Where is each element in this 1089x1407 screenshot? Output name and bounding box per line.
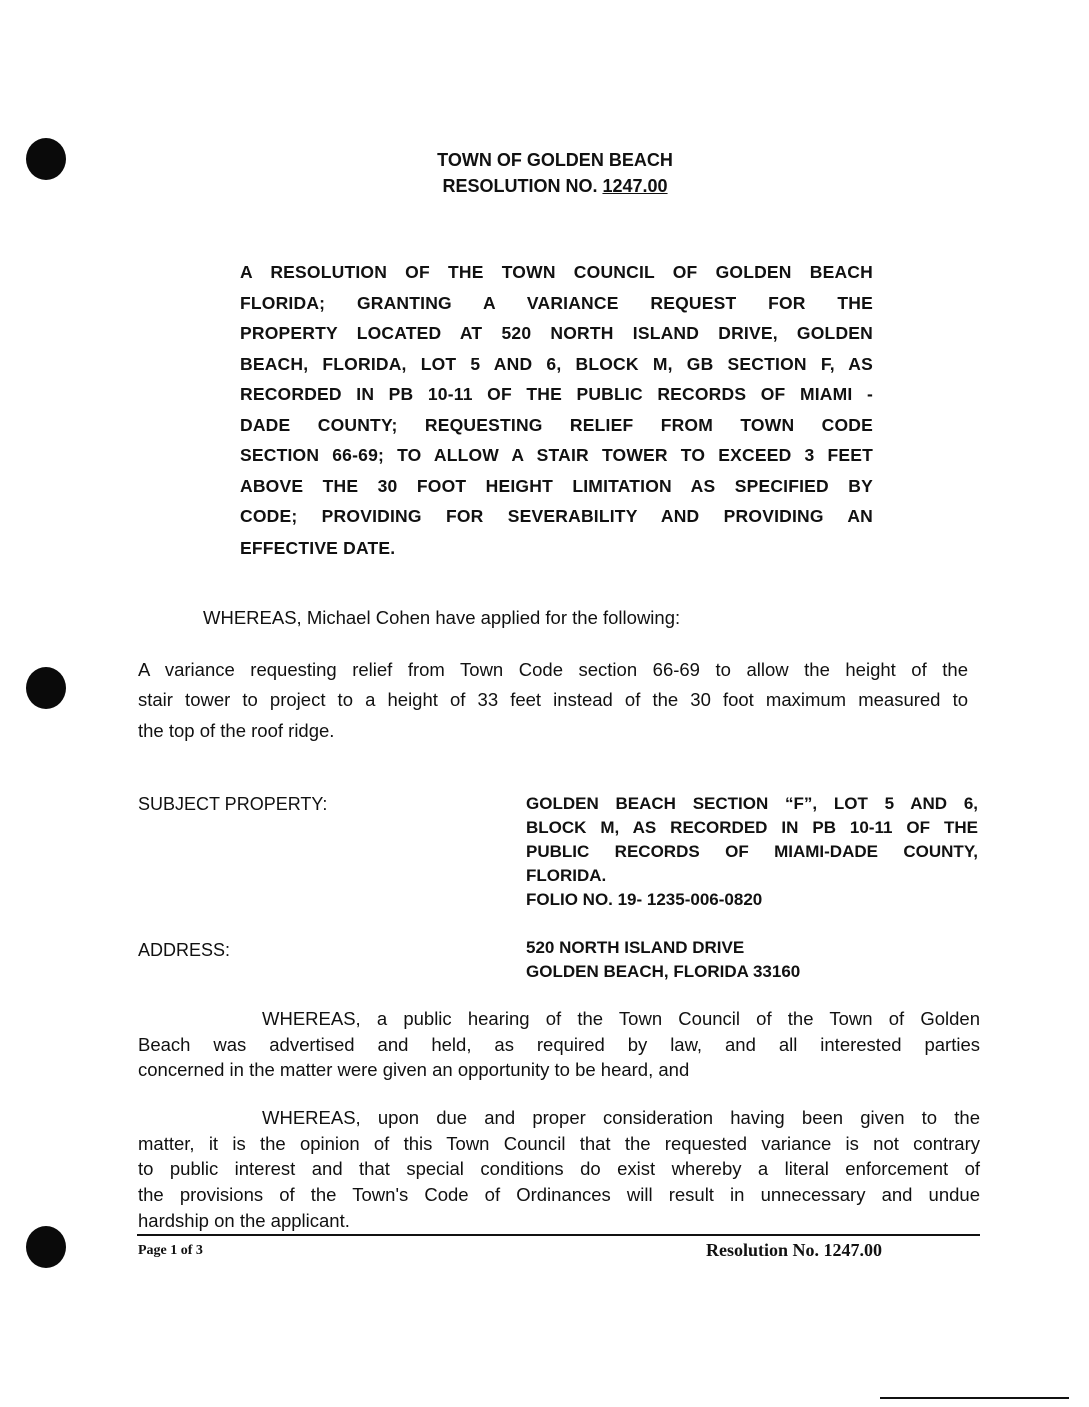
whereas-consideration-line: the provisions of the Town's Code of Ordinances will result in unnecessary and undue: [138, 1184, 980, 1205]
subject-property-line: FLORIDA.: [526, 866, 607, 885]
punch-hole-middle: [26, 667, 66, 709]
page-number: Page 1 of 3: [138, 1243, 203, 1258]
resolution-prefix: RESOLUTION NO.: [442, 176, 603, 196]
whereas-consideration-line: hardship on the applicant.: [138, 1210, 350, 1231]
resolution-number: 1247.00: [602, 176, 668, 196]
whereas-applicant: WHEREAS, Michael Cohen have applied for the following:: [203, 607, 681, 628]
punch-hole-bottom: [26, 1226, 66, 1268]
footer-resolution-number: Resolution No. 1247.00: [706, 1240, 883, 1260]
address-line: GOLDEN BEACH, FLORIDA 33160: [526, 962, 801, 981]
whereas-hearing-line: WHEREAS, a public hearing of the Town Council of the Town of Golden: [262, 1008, 980, 1029]
address-line: 520 NORTH ISLAND DRIVE: [526, 938, 745, 957]
folio-number: FOLIO NO. 19- 1235-006-0820: [526, 890, 763, 909]
subject-property-label: SUBJECT PROPERTY:: [138, 794, 328, 814]
resolution-title-line: PROPERTY LOCATED AT 520 NORTH ISLAND DRIVE, GOLDEN: [240, 323, 873, 343]
resolution-title-line: BEACH, FLORIDA, LOT 5 AND 6, BLOCK M, GB SECTION F, AS: [240, 354, 873, 374]
resolution-title-line: EFFECTIVE DATE.: [240, 538, 396, 558]
resolution-title-line: ABOVE THE 30 FOOT HEIGHT LIMITATION AS SPECIFIED BY: [240, 476, 873, 496]
resolution-title-line: SECTION 66-69; TO ALLOW A STAIR TOWER TO EXCEED 3 FEET: [240, 445, 873, 465]
subject-property-line: PUBLIC RECORDS OF MIAMI-DADE COUNTY,: [526, 842, 978, 861]
variance-line: stair tower to project to a height of 33 feet instead of the 30 foot maximum measured to: [138, 689, 968, 710]
bottom-scan-line: [880, 1397, 1069, 1399]
subject-property-line: BLOCK M, AS RECORDED IN PB 10-11 OF THE: [526, 818, 978, 837]
resolution-title-line: A RESOLUTION OF THE TOWN COUNCIL OF GOLDEN BEACH: [240, 262, 873, 282]
town-title: TOWN OF GOLDEN BEACH: [437, 150, 673, 170]
punch-hole-top: [26, 138, 66, 180]
variance-line: A variance requesting relief from Town Code section 66-69 to allow the height of the: [138, 659, 968, 680]
resolution-number-heading: [380, 176, 730, 197]
whereas-consideration-line: WHEREAS, upon due and proper consideration having been given to the: [262, 1107, 980, 1128]
whereas-hearing-line: Beach was advertised and held, as required by law, and all interested parties: [138, 1034, 980, 1055]
resolution-title-line: DADE COUNTY; REQUESTING RELIEF FROM TOWN CODE: [240, 415, 873, 435]
whereas-hearing-line: concerned in the matter were given an opportunity to be heard, and: [138, 1059, 690, 1080]
variance-line: the top of the roof ridge.: [138, 720, 335, 741]
resolution-title-line: FLORIDA; GRANTING A VARIANCE REQUEST FOR THE: [240, 293, 873, 313]
resolution-title-line: CODE; PROVIDING FOR SEVERABILITY AND PROVIDING AN: [240, 506, 873, 526]
subject-property-line: GOLDEN BEACH SECTION “F”, LOT 5 AND 6,: [526, 794, 978, 813]
resolution-title-line: RECORDED IN PB 10-11 OF THE PUBLIC RECORDS OF MIAMI -: [240, 384, 873, 404]
footer-divider: [137, 1234, 980, 1236]
whereas-consideration-line: matter, it is the opinion of this Town Council that the requested variance is not contrary: [138, 1133, 980, 1154]
address-label: ADDRESS:: [138, 940, 231, 960]
whereas-consideration-line: to public interest and that special conditions do exist whereby a literal enforcement of: [138, 1158, 980, 1179]
